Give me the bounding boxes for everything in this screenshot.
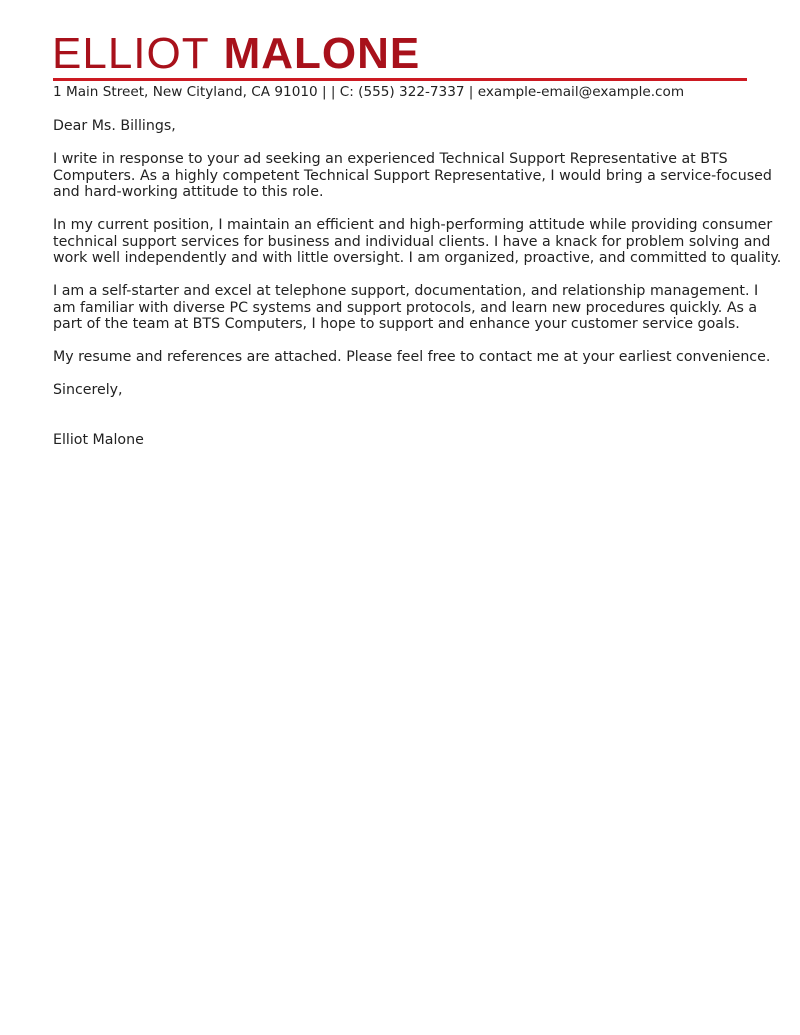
first-name: ELLIOT <box>52 29 210 78</box>
closing: Sincerely, <box>53 382 123 398</box>
contact-line: 1 Main Street, New Cityland, CA 91010 | | C: (555) 322-7337 | example-email@example.com <box>53 84 685 100</box>
paragraph-4: My resume and references are attached. Please feel free to contact me at your earliest convenience. <box>53 349 771 365</box>
header-divider <box>53 78 747 81</box>
salutation: Dear Ms. Billings, <box>53 118 176 134</box>
letter-body <box>53 118 783 465</box>
signature: Elliot Malone <box>53 431 144 448</box>
applicant-name <box>52 28 420 80</box>
paragraph-1: I write in response to your ad seeking an experienced Technical Support Representative at BTS Computers. As a highly competent Technical Support Representative, I would bring a service-focused and hard-working attitude to this role. <box>53 151 772 200</box>
last-name: MALONE <box>223 29 421 78</box>
paragraph-3: I am a self-starter and excel at telephone support, documentation, and relationship management. I am familiar with diverse PC systems and support protocols, and learn new procedures quickly. As a part of the team at BTS Computers, I hope to support and enhance your customer service goals. <box>53 283 759 332</box>
paragraph-2: In my current position, I maintain an efficient and high-performing attitude while providing consumer technical support services for business and individual clients. I have a knack for problem solving and work well independently and with little oversight. I am organized, proactive, and committed to quality. <box>53 217 782 266</box>
